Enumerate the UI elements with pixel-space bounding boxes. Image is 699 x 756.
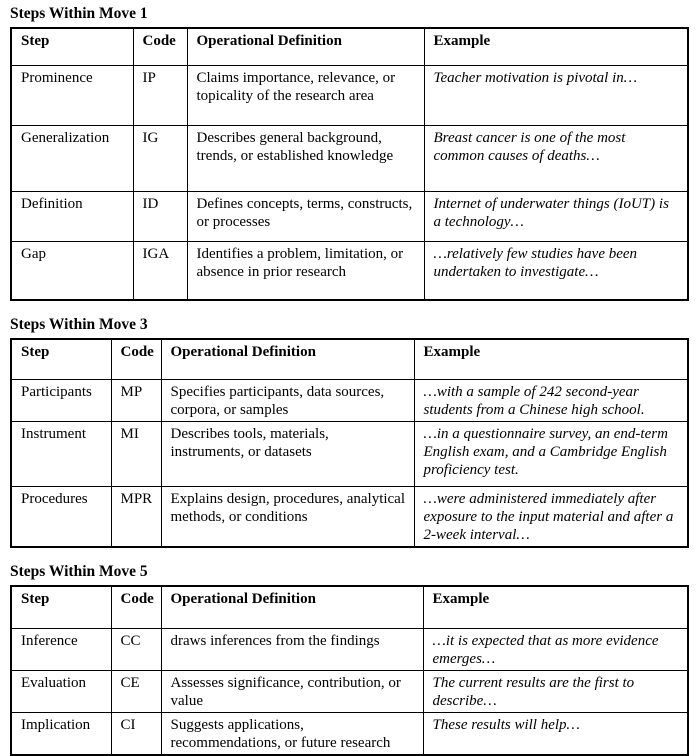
step-cell: Prominence — [11, 65, 133, 125]
definition-cell: Suggests applications, recommendations, or future research — [161, 713, 423, 756]
code-cell: CC — [111, 629, 161, 671]
table-row — [11, 191, 688, 241]
table-row — [11, 629, 688, 671]
table-header-row — [11, 28, 688, 65]
table-header-row — [11, 339, 688, 379]
step-cell: Generalization — [11, 125, 133, 191]
definition-cell: Describes general background, trends, or established knowledge — [187, 125, 424, 191]
table-header-row — [11, 586, 688, 629]
header-example: Example — [423, 586, 688, 629]
table-row — [11, 65, 688, 125]
example-cell: …it is expected that as more evidence emerges… — [423, 629, 688, 671]
code-cell: CI — [111, 713, 161, 756]
example-cell: Teacher motivation is pivotal in… — [424, 65, 688, 125]
section-move-1 — [10, 6, 687, 301]
table-row — [11, 421, 688, 486]
header-operational-definition: Operational Definition — [161, 586, 423, 629]
table-row — [11, 241, 688, 300]
definition-cell: Describes tools, materials, instruments, or datasets — [161, 421, 414, 486]
step-cell: Participants — [11, 379, 111, 421]
code-cell: IG — [133, 125, 187, 191]
section-move-3 — [10, 317, 687, 548]
code-cell: IGA — [133, 241, 187, 300]
definition-cell: Explains design, procedures, analytical methods, or conditions — [161, 486, 414, 547]
header-example: Example — [424, 28, 688, 65]
step-cell: Inference — [11, 629, 111, 671]
example-cell: …with a sample of 242 second-year students from a Chinese high school. — [414, 379, 688, 421]
steps-table-move-1 — [10, 27, 689, 301]
header-step: Step — [11, 586, 111, 629]
header-step: Step — [11, 28, 133, 65]
table-row — [11, 379, 688, 421]
definition-cell: Specifies participants, data sources, corpora, or samples — [161, 379, 414, 421]
section-move-5 — [10, 564, 687, 756]
step-cell: Implication — [11, 713, 111, 756]
definition-cell: Identifies a problem, limitation, or absence in prior research — [187, 241, 424, 300]
example-cell: …were administered immediately after exposure to the input material and after a 2-week interval… — [414, 486, 688, 547]
example-cell: Internet of underwater things (IoUT) is a technology… — [424, 191, 688, 241]
definition-cell: Assesses significance, contribution, or value — [161, 671, 423, 713]
section-title-move-3: Steps Within Move 3 — [10, 317, 687, 333]
example-cell: …in a questionnaire survey, an end-term English exam, and a Cambridge English proficiency test. — [414, 421, 688, 486]
header-code: Code — [133, 28, 187, 65]
code-cell: ID — [133, 191, 187, 241]
step-cell: Evaluation — [11, 671, 111, 713]
definition-cell: Claims importance, relevance, or topicality of the research area — [187, 65, 424, 125]
table-row — [11, 713, 688, 756]
definition-cell: Defines concepts, terms, constructs, or processes — [187, 191, 424, 241]
step-cell: Instrument — [11, 421, 111, 486]
step-cell: Definition — [11, 191, 133, 241]
header-operational-definition: Operational Definition — [187, 28, 424, 65]
header-code: Code — [111, 586, 161, 629]
header-operational-definition: Operational Definition — [161, 339, 414, 379]
code-cell: CE — [111, 671, 161, 713]
step-cell: Procedures — [11, 486, 111, 547]
example-cell: The current results are the first to describe… — [423, 671, 688, 713]
example-cell: …relatively few studies have been undertaken to investigate… — [424, 241, 688, 300]
code-cell: IP — [133, 65, 187, 125]
document-page — [10, 6, 687, 756]
table-row — [11, 125, 688, 191]
definition-cell: draws inferences from the findings — [161, 629, 423, 671]
table-row — [11, 671, 688, 713]
table-row — [11, 486, 688, 547]
code-cell: MI — [111, 421, 161, 486]
code-cell: MPR — [111, 486, 161, 547]
header-code: Code — [111, 339, 161, 379]
header-step: Step — [11, 339, 111, 379]
example-cell: These results will help… — [423, 713, 688, 756]
code-cell: MP — [111, 379, 161, 421]
step-cell: Gap — [11, 241, 133, 300]
header-example: Example — [414, 339, 688, 379]
steps-table-move-5 — [10, 585, 689, 756]
section-title-move-1: Steps Within Move 1 — [10, 6, 687, 22]
section-title-move-5: Steps Within Move 5 — [10, 564, 687, 580]
example-cell: Breast cancer is one of the most common causes of deaths… — [424, 125, 688, 191]
steps-table-move-3 — [10, 338, 689, 548]
